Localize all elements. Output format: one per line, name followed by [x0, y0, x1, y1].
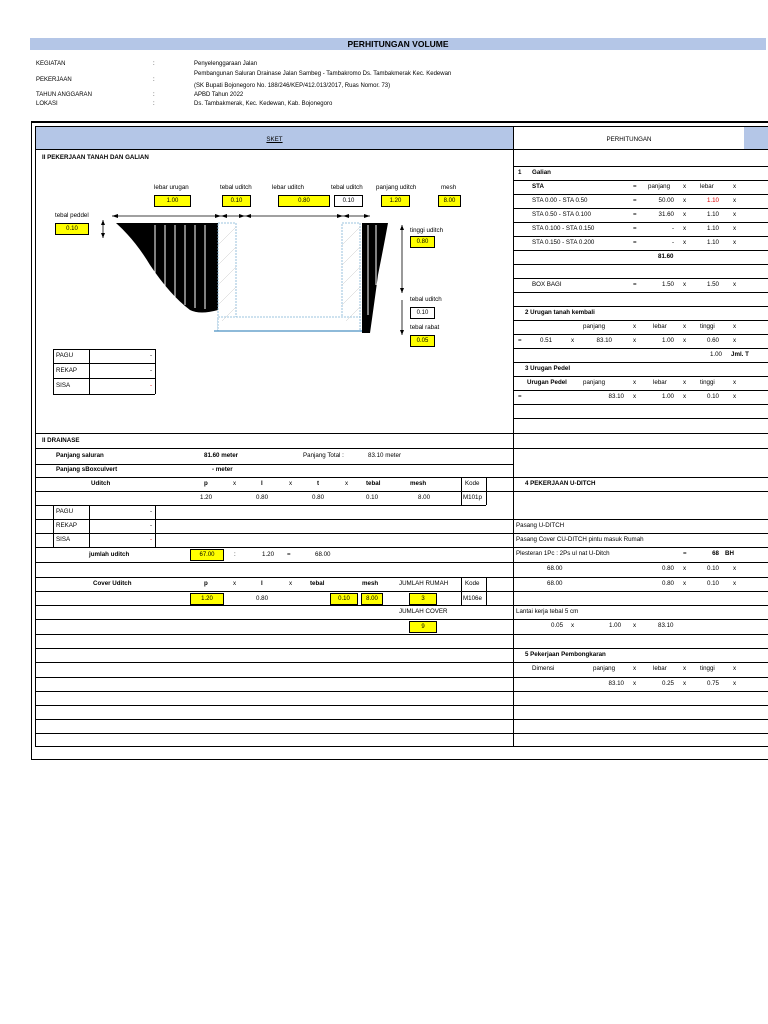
- panjang-saluran-value: 81.60 meter: [204, 452, 239, 459]
- rekap2-label: REKAP: [56, 522, 77, 529]
- sta-row-x: x: [683, 239, 687, 246]
- uditch-val-l: 0.80: [256, 494, 269, 501]
- lokasi-label: LOKASI: [36, 101, 58, 107]
- bongkar-h-panjang: panjang: [593, 665, 616, 672]
- pedel-x1: x: [633, 393, 637, 400]
- plesteran-eq: =: [683, 550, 687, 557]
- row-b-x2: x: [733, 580, 737, 587]
- input-tebal-rabat[interactable]: 0.05: [410, 335, 435, 347]
- pedel-h-x3: x: [733, 379, 737, 386]
- uditch-col-kode: Kode: [465, 480, 480, 487]
- input-tinggi-uditch[interactable]: 0.80: [410, 236, 435, 248]
- jumlah-cover-label: JUMLAH COVER: [399, 608, 448, 615]
- urugan-x0: x: [571, 337, 575, 344]
- urugan-h-x3: x: [733, 323, 737, 330]
- pedel-title: 3 Urugan Pedel: [525, 365, 571, 372]
- bongkar-title: 5 Pekerjaan Pembongkaran: [525, 651, 606, 658]
- lantai-kerja: Lantai kerja tebal 5 cm: [516, 608, 579, 615]
- uditch-val-mesh: 8.00: [418, 494, 431, 501]
- section-tanah-galian: II PEKERJAAN TANAH DAN GALIAN: [42, 154, 149, 161]
- kegiatan-colon: :: [153, 61, 155, 67]
- bongkar-dimensi: Dimensi: [532, 665, 555, 672]
- pedel-h-x1: x: [633, 379, 637, 386]
- uditch-col-p: p: [204, 480, 208, 487]
- sta-row-label: STA 0.150 - STA 0.200: [532, 239, 595, 246]
- panjang-total-value: 83.10 meter: [368, 452, 402, 459]
- bongkar-h-x2: x: [683, 665, 687, 672]
- input-tebal-uditch-top[interactable]: 0.10: [222, 195, 251, 207]
- pedel-x3: x: [733, 393, 737, 400]
- rekap-label: REKAP: [56, 367, 77, 374]
- pedel-h-lebar: lebar: [653, 379, 667, 386]
- sta-row-panjang: -: [671, 239, 674, 246]
- input-lebar-urugan[interactable]: 1.00: [154, 195, 191, 207]
- uditch-col-mesh: mesh: [410, 480, 427, 487]
- uditch-label: Uditch: [91, 480, 111, 487]
- tahun-colon: :: [153, 92, 155, 98]
- sisa2-label: SISA: [56, 536, 71, 543]
- label-tebal-peddel: tebal peddel: [55, 212, 89, 219]
- urugan-x2: x: [683, 337, 687, 344]
- input-mesh[interactable]: 8.00: [438, 195, 461, 207]
- pedel-h-x2: x: [683, 379, 687, 386]
- label-tebal-rabat: tebal rabat: [410, 324, 440, 331]
- urugan-x3: x: [733, 337, 737, 344]
- label-lebar-uditch: lebar uditch: [272, 184, 304, 191]
- pasang-cover: Pasang Cover CU-DITCH pintu masuk Rumah: [516, 536, 644, 543]
- row-a-x2: x: [733, 565, 737, 572]
- sta-row-label: STA 0.50 - STA 0.100: [532, 211, 591, 218]
- pedel-x2: x: [683, 393, 687, 400]
- jml-label: Jml. T: [731, 351, 749, 358]
- sta-row-label: STA 0.00 - STA 0.50: [532, 197, 588, 204]
- kegiatan-label: KEGIATAN: [36, 61, 66, 67]
- label-mesh: mesh: [441, 184, 457, 191]
- header-bottom-line: [35, 149, 768, 150]
- input-tebal-peddel[interactable]: 0.10: [55, 223, 89, 235]
- row-b-l: 0.80: [661, 580, 674, 587]
- urugan-h-lebar: lebar: [653, 323, 667, 330]
- sta-row-panjang: 31.60: [658, 211, 674, 218]
- title-bar: [30, 38, 766, 50]
- perhitungan-title: PERHITUNGAN: [606, 136, 652, 143]
- bongkar-t: 0.75: [706, 680, 719, 687]
- cover-col-kode: Kode: [465, 580, 480, 587]
- uditch-val-t: 0.80: [312, 494, 325, 501]
- tahun-value: APBD Tahun 2022: [194, 92, 244, 98]
- sta-header-lebar: lebar: [700, 183, 714, 190]
- urugan-l: 1.00: [661, 337, 674, 344]
- sta-header-x2: x: [733, 183, 737, 190]
- panjang-saluran-label: Panjang saluran: [56, 452, 104, 459]
- sta-row-lebar: 1.10: [706, 225, 719, 232]
- row-a-x1: x: [683, 565, 687, 572]
- bongkar-x3: x: [733, 680, 737, 687]
- sta-header-panjang: panjang: [648, 183, 671, 190]
- bongkar-x1: x: [633, 680, 637, 687]
- input-lebar-uditch[interactable]: 0.80: [278, 195, 330, 207]
- rekap-value: -: [149, 367, 152, 374]
- galian-total: 81.60: [658, 253, 674, 260]
- sta-row-label: STA 0.100 - STA 0.150: [532, 225, 595, 232]
- kegiatan-value: Penyelenggaraan Jalan: [194, 61, 258, 67]
- jumlah-result: 68.00: [315, 551, 331, 558]
- row-a-l: 0.80: [661, 565, 674, 572]
- galian-title: Galian: [532, 169, 551, 176]
- sta-row-lebar: 1.10: [706, 197, 719, 204]
- cover-col-x2: x: [289, 580, 293, 587]
- urugan-h-panjang: panjang: [583, 323, 606, 330]
- cover-col-l: l: [261, 580, 263, 587]
- sta-header: STA: [532, 183, 544, 190]
- cover-val-rumah[interactable]: 3: [409, 593, 437, 605]
- sta-row-eq: =: [633, 239, 637, 246]
- section-drainase: II DRAINASE: [42, 437, 80, 444]
- cover-col-x1: x: [233, 580, 237, 587]
- uditch-val-p: 1.20: [200, 494, 213, 501]
- bongkar-p: 83.10: [608, 680, 624, 687]
- pagu2-label: PAGU: [56, 508, 74, 515]
- sta-row-eq: =: [633, 197, 637, 204]
- galian-no: 1: [518, 169, 522, 176]
- sisa-label: SISA: [56, 382, 71, 389]
- urugan-title: 2 Urugan tanah kembali: [525, 309, 595, 316]
- cover-val-l: 0.80: [256, 595, 269, 602]
- label-lebar-urugan: lebar urugan: [154, 184, 189, 191]
- panjang-box-label: Panjang sBoxculvert: [56, 466, 118, 473]
- pekerjaan-label: PEKERJAAN: [36, 77, 72, 83]
- bongkar-x2: x: [683, 680, 687, 687]
- uditch-val-kode: M101p: [463, 494, 482, 501]
- pedel-label: Urugan Pedel: [527, 379, 567, 386]
- lantai-x1: x: [571, 622, 575, 629]
- plesteran: Plesteran 1Pc : 2Ps ul nat U-Ditch: [516, 550, 610, 557]
- sta-row-x: x: [683, 197, 687, 204]
- jumlah-mult: 1.20: [262, 551, 275, 558]
- bongkar-h-tinggi: tinggi: [700, 665, 715, 672]
- row-b-x1: x: [683, 580, 687, 587]
- uditch-col-l: l: [261, 480, 263, 487]
- pekerjaan-colon: :: [153, 77, 155, 83]
- sta-row-lebar: 1.10: [706, 211, 719, 218]
- cover-col-p: p: [204, 580, 208, 587]
- frame-top: [31, 121, 768, 123]
- panjang-box-value: - meter: [212, 466, 233, 473]
- bongkar-l: 0.25: [661, 680, 674, 687]
- tahun-label: TAHUN ANGGARAN: [36, 92, 92, 98]
- sta-row-x2: x: [733, 197, 737, 204]
- cover-val-mesh[interactable]: 8.00: [361, 593, 383, 605]
- frame-left: [31, 121, 32, 760]
- cover-val-p[interactable]: 1.20: [190, 593, 224, 605]
- sta-row-panjang: 50.00: [658, 197, 674, 204]
- urugan-h-tinggi: tinggi: [700, 323, 715, 330]
- pane-divider: [513, 126, 514, 746]
- pedel-t: 0.10: [706, 393, 719, 400]
- uditch-cross-section-drawing: [40, 205, 450, 350]
- lantai-c: 83.10: [658, 622, 674, 629]
- row-b-t: 0.10: [706, 580, 719, 587]
- pagu-value: -: [149, 352, 152, 359]
- jumlah-colon: :: [234, 551, 236, 558]
- jumlah-uditch-value[interactable]: 67.00: [190, 549, 224, 561]
- row-b-value: 68.00: [547, 580, 563, 587]
- input-panjang-uditch[interactable]: 1.20: [381, 195, 410, 207]
- cover-col-tebal: tebal: [310, 580, 325, 587]
- label-tinggi-uditch: tinggi uditch: [410, 227, 444, 234]
- pagu2-value: -: [149, 508, 152, 515]
- row-a-value: 68.00: [547, 565, 563, 572]
- lantai-b: 1.00: [609, 622, 622, 629]
- box-bagi-p: 1.50: [661, 281, 674, 288]
- urugan-p: 83.10: [596, 337, 612, 344]
- input-tebal-uditch-top2[interactable]: 0.10: [334, 195, 363, 207]
- bongkar-h-lebar: lebar: [653, 665, 667, 672]
- sisa-value: -: [149, 382, 152, 389]
- sta-row-x2: x: [733, 211, 737, 218]
- sisa2-value: -: [149, 536, 152, 543]
- uditch-col-x2: x: [289, 480, 293, 487]
- jumlah-cover-value[interactable]: 9: [409, 621, 437, 633]
- pekerjaan-value-line2: (SK Bupati Bojonegoro No. 188/246/KEP/412.013/2017, Ruas Nomor. 73): [194, 83, 391, 89]
- plesteran-value: 68: [712, 550, 719, 557]
- perhitungan-header-accent: [744, 127, 768, 149]
- uditch-col-t: t: [317, 480, 320, 487]
- pedel-h-panjang: panjang: [583, 379, 606, 386]
- lantai-a: 0.05: [551, 622, 564, 629]
- box-bagi-eq: =: [633, 281, 637, 288]
- sta-row-lebar: 1.10: [706, 239, 719, 246]
- plesteran-unit: BH: [725, 550, 734, 557]
- sta-header-eq: =: [633, 183, 637, 190]
- pedel-h-tinggi: tinggi: [700, 379, 715, 386]
- cover-col-mesh: mesh: [362, 580, 379, 587]
- page-title: PERHITUNGAN VOLUME: [347, 39, 449, 49]
- lantai-x2: x: [633, 622, 637, 629]
- jumlah-uditch-label: jumlah uditch: [89, 551, 130, 558]
- uditch-col-x3: x: [345, 480, 349, 487]
- pasang-uditch: Pasang U-DITCH: [516, 522, 565, 529]
- sta-row-x: x: [683, 225, 687, 232]
- sket-title: SKET: [266, 136, 283, 143]
- sta-row-x: x: [683, 211, 687, 218]
- box-bagi-l: 1.50: [706, 281, 719, 288]
- urugan-eq: =: [518, 337, 522, 344]
- uditch-val-tebal: 0.10: [366, 494, 379, 501]
- row-a-t: 0.10: [706, 565, 719, 572]
- pagu-label: PAGU: [56, 352, 74, 359]
- uditch-work-title: 4 PEKERJAAN U-DITCH: [525, 480, 596, 487]
- jumlah-eq: =: [287, 551, 291, 558]
- panjang-total-label: Panjang Total :: [303, 452, 344, 459]
- cover-uditch-label: Cover Uditch: [93, 580, 132, 587]
- urugan-a: 0.51: [540, 337, 553, 344]
- lokasi-value: Ds. Tambakmerak, Kec. Kedewan, Kab. Bojonegoro: [194, 101, 333, 107]
- sta-header-x: x: [683, 183, 687, 190]
- uditch-col-x1: x: [233, 480, 237, 487]
- cover-val-kode: M106e: [463, 595, 482, 602]
- sta-row-x2: x: [733, 225, 737, 232]
- frame-bottom: [31, 759, 768, 760]
- cover-val-tebal[interactable]: 0.10: [330, 593, 358, 605]
- box-bagi-x2: x: [733, 281, 737, 288]
- sta-row-x2: x: [733, 239, 737, 246]
- sta-row-panjang: -: [671, 225, 674, 232]
- urugan-t: 0.60: [706, 337, 719, 344]
- urugan-h-x1: x: [633, 323, 637, 330]
- bongkar-h-x3: x: [733, 665, 737, 672]
- pedel-p: 83.10: [608, 393, 624, 400]
- uditch-col-tebal: tebal: [366, 480, 381, 487]
- jml-value: 1.00: [709, 351, 722, 358]
- sta-row-eq: =: [633, 211, 637, 218]
- label-tebal-uditch-side: tebal uditch: [410, 296, 442, 303]
- cover-col-jumlah-rumah: JUMLAH RUMAH: [399, 580, 449, 587]
- inner-left: [35, 126, 36, 746]
- urugan-h-x2: x: [683, 323, 687, 330]
- label-tebal-uditch-top2: tebal uditch: [331, 184, 363, 191]
- rekap2-value: -: [149, 522, 152, 529]
- label-tebal-uditch-top: tebal uditch: [220, 184, 252, 191]
- box-bagi-label: BOX BAGI: [532, 281, 562, 288]
- pekerjaan-value-line1: Pembangunan Saluran Drainase Jalan Sambeg - Tambakromo Ds. Tambakmerak Kec. Kedewan: [194, 71, 452, 77]
- box-bagi-x: x: [683, 281, 687, 288]
- lokasi-colon: :: [153, 101, 155, 107]
- input-tebal-uditch-side[interactable]: 0.10: [410, 307, 435, 319]
- bongkar-h-x1: x: [633, 665, 637, 672]
- pedel-eq: =: [518, 393, 522, 400]
- pedel-l: 1.00: [661, 393, 674, 400]
- sta-row-eq: =: [633, 225, 637, 232]
- label-panjang-uditch: panjang uditch: [376, 184, 417, 191]
- urugan-x1: x: [633, 337, 637, 344]
